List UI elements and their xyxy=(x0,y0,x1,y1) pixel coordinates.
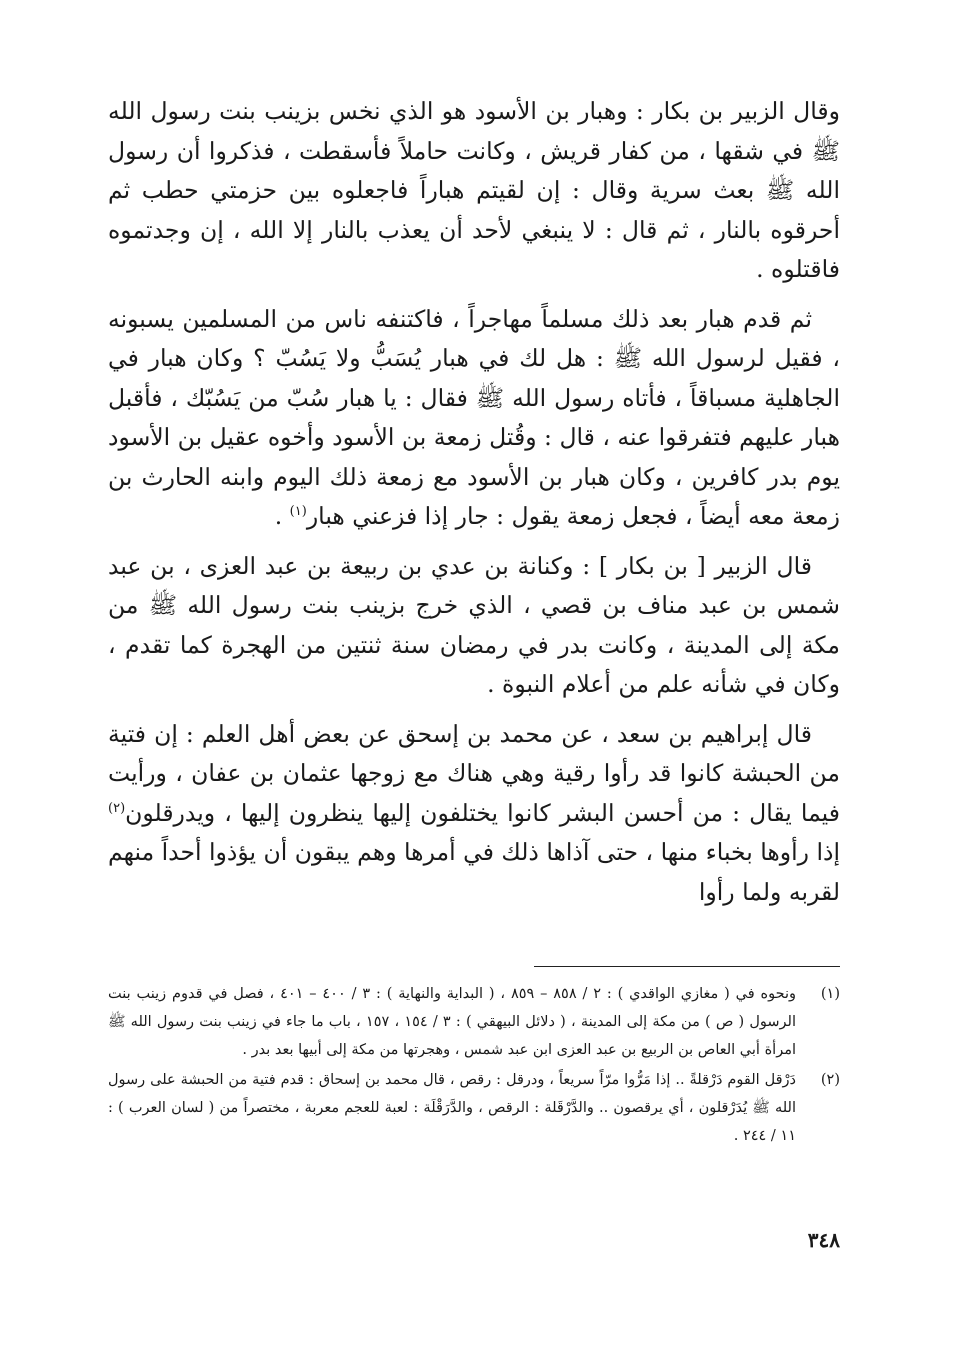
paragraph-2-text: ثم قدم هبار بعد ذلك مسلماً مهاجراً ، فاكتنفه ناس من المسلمين يسبونه ، فقيل لرسول الله ﷺ : هل لك في هبار يُسَبُّ ولا يَسُبّ ؟ وكان هبار في الجاهلية مسباقاً ، فأتاه رسول الله ﷺ فقال : يا هبار سُبّ من يَسُبّك ، فأقبل هبار عليهم فتفرقوا عنه ، قال : وقُتل زمعة بن الأسود وأخوه عقيل بن الأسود يوم بدر كافرين ، وكان هبار بن الأسود مع زمعة ذلك اليوم وابنه الحارث بن زمعة معه أيضاً ، فجعل زمعة يقول : جار إذا فزعني هبار xyxy=(107,304,840,530)
paragraph-4-tail: إذا رأوها بخباء منها ، حتى آذاها ذلك في أمرها وهم يبقون أن يؤذوا أحداً منهم لقربه ولما رأوا xyxy=(108,838,840,906)
footnote-number: (٢) xyxy=(820,1072,840,1088)
footnote-2 xyxy=(108,1066,840,1150)
paragraph-3: قال الزبير [ بن بكار ] : وكنانة بن عدي بن ربيعة بن عبد العزى ، بن عبد شمس بن عبد مناف بن قصي ، الذي خرج بزينب بنت رسول الله ﷺ من مكة إلى المدينة ، وكانت بدر في رمضان سنة ثنتين من الهجرة كما تقدم ، وكان في شأنه علم من أعلام النبوة . xyxy=(108,551,840,698)
main-text xyxy=(108,92,840,912)
footnote-number: (١) xyxy=(820,986,840,1002)
footnote-separator xyxy=(534,966,840,967)
paragraph-1: وقال الزبير بن بكار : وهبار بن الأسود هو الذي نخس بزينب بنت رسول الله ﷺ في شقها ، من كفار قريش ، وكانت حاملاً فأسقطت ، فذكروا أن رسول الله ﷺ بعث سرية وقال : إن لقيتم هباراً فاجعلوه بين حزمتي حطب ثم أحرقوه بالنار ، ثم قال : لا ينبغي لأحد أن يعذب بالنار إلا الله ، إن وجدتموه فاقتلوه . xyxy=(108,97,840,283)
footnotes xyxy=(108,980,840,1152)
paragraph-4-text: قال إبراهيم بن سعد ، عن محمد بن إسحق عن بعض أهل العلم : إن فتية من الحبشة كانوا قد رأوا رقية وهي هناك مع زوجها عثمان بن عفان ، ورأيت فيما يقال : من أحسن البشر كانوا يختلفون إليها ينظرون إليها ، ويدرقلون xyxy=(108,719,840,827)
footnote-1 xyxy=(108,980,840,1064)
footnote-ref-2: (٢) xyxy=(108,800,126,816)
page-number: ٣٤٨ xyxy=(807,1228,840,1252)
footnote-ref-1: (١) xyxy=(289,504,307,520)
footnote-text: ونحوه في ( مغازي الواقدي ) : ٢ / ٨٥٨ – ٨٥٩ ، ( البداية والنهاية ) : ٣ / ٤٠٠ – ٤٠١ ، فصل في قدوم زينب بنت الرسول ( ص ) من مكة إلى المدينة ، ( دلائل البيهقي ) : ٣ / ١٥٤ ، ١٥٧ ، باب ما جاء في زينب بنت رسول الله ﷺ امرأة أبي العاص بن الربيع بن عبد العزى ابن عبد شمس ، وهجرتها من مكة إلى أبيها بعد بدر . xyxy=(108,986,796,1058)
page-body xyxy=(108,92,840,922)
footnote-text: دَرْقل القوم دَرْقلةً .. إذا مَرُّوا مرّاً سريعاً ، ودرقل : رقص ، قال محمد بن إسحاق : قدم فتية من الحبشة على رسول الله ﷺ يُدَرْقلون ، أي يرقصون .. والدَّرْقَلة : الرقص ، والدَّرَقْلَة : لعبة للعجم معربة ، مختصراً من ( لسان العرب ) : ١١ / ٢٤٤ . xyxy=(108,1072,796,1144)
paragraph-4 xyxy=(108,715,840,913)
paragraph-2-tail: . xyxy=(274,502,290,530)
paragraph-2 xyxy=(108,300,840,537)
